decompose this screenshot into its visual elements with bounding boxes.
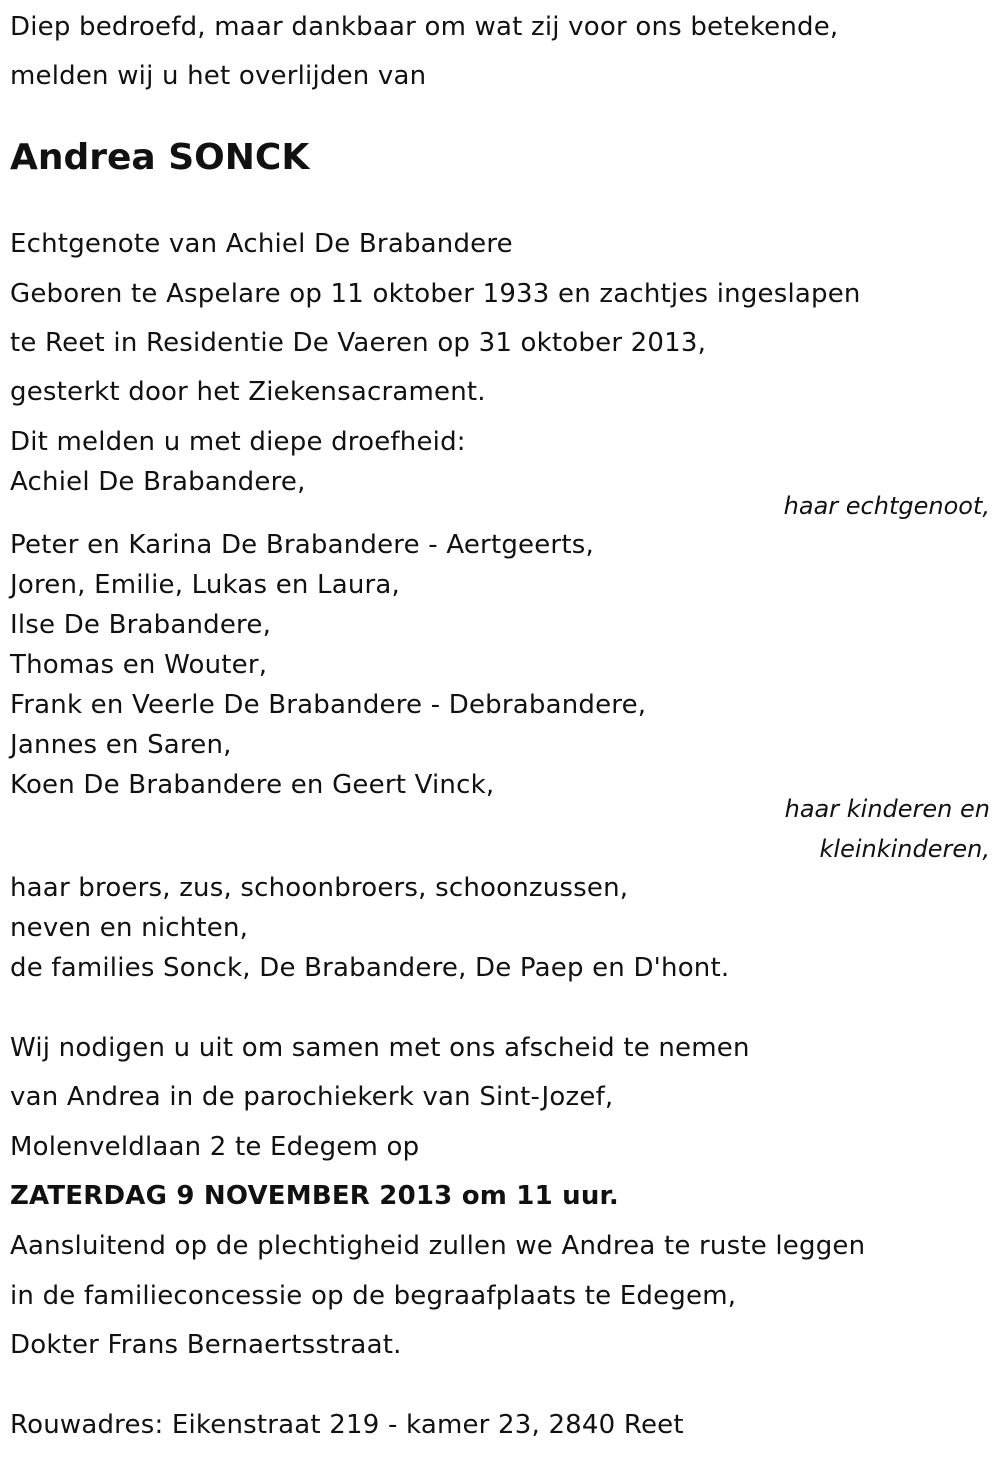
detail-line: Dit melden u met diepe droefheid: xyxy=(10,427,466,457)
intro-line: Diep bedroefd, maar dankbaar om wat zij voor ons betekende, xyxy=(10,12,839,42)
detail-line: te Reet in Residentie De Vaeren op 31 oktober 2013, xyxy=(10,328,707,358)
intro-line: melden wij u het overlijden van xyxy=(10,61,427,91)
relatives-line: de families Sonck, De Brabandere, De Paep en D'hont. xyxy=(10,953,730,983)
relatives-line: neven en nichten, xyxy=(10,913,249,943)
burial-line: Aansluitend op de plechtigheid zullen we Andrea te ruste leggen xyxy=(10,1231,866,1261)
detail-line: Geboren te Aspelare op 11 oktober 1933 en zachtjes ingeslapen xyxy=(10,279,861,309)
detail-line: Echtgenote van Achiel De Brabandere xyxy=(10,229,513,259)
spouse-name: Achiel De Brabandere, xyxy=(10,467,306,497)
detail-line: gesterkt door het Ziekensacrament. xyxy=(10,377,486,407)
burial-line: Dokter Frans Bernaertsstraat. xyxy=(10,1330,402,1360)
invitation-line: Wij nodigen u uit om samen met ons afscheid te nemen xyxy=(10,1033,750,1063)
child-line: Koen De Brabandere en Geert Vinck, xyxy=(10,770,495,800)
child-line: Peter en Karina De Brabandere - Aertgeerts, xyxy=(10,530,594,560)
burial-line: in de familieconcessie op de begraafplaats te Edegem, xyxy=(10,1281,737,1311)
child-line: Jannes en Saren, xyxy=(10,730,232,760)
child-line: Ilse De Brabandere, xyxy=(10,610,272,640)
service-date: ZATERDAG 9 NOVEMBER 2013 om 11 uur. xyxy=(10,1181,619,1211)
spouse-role: haar echtgenoot, xyxy=(783,492,990,520)
deceased-name: Andrea SONCK xyxy=(10,137,310,178)
invitation-line: Molenveldlaan 2 te Edegem op xyxy=(10,1132,420,1162)
mourning-address: Rouwadres: Eikenstraat 219 - kamer 23, 2840 Reet xyxy=(10,1410,684,1440)
child-line: Thomas en Wouter, xyxy=(10,650,268,680)
children-role: haar kinderen en xyxy=(784,795,990,823)
child-line: Joren, Emilie, Lukas en Laura, xyxy=(10,570,401,600)
invitation-line: van Andrea in de parochiekerk van Sint-Jozef, xyxy=(10,1082,614,1112)
child-line: Frank en Veerle De Brabandere - Debrabandere, xyxy=(10,690,647,720)
relatives-line: haar broers, zus, schoonbroers, schoonzussen, xyxy=(10,873,629,903)
children-role: kleinkinderen, xyxy=(819,835,990,863)
